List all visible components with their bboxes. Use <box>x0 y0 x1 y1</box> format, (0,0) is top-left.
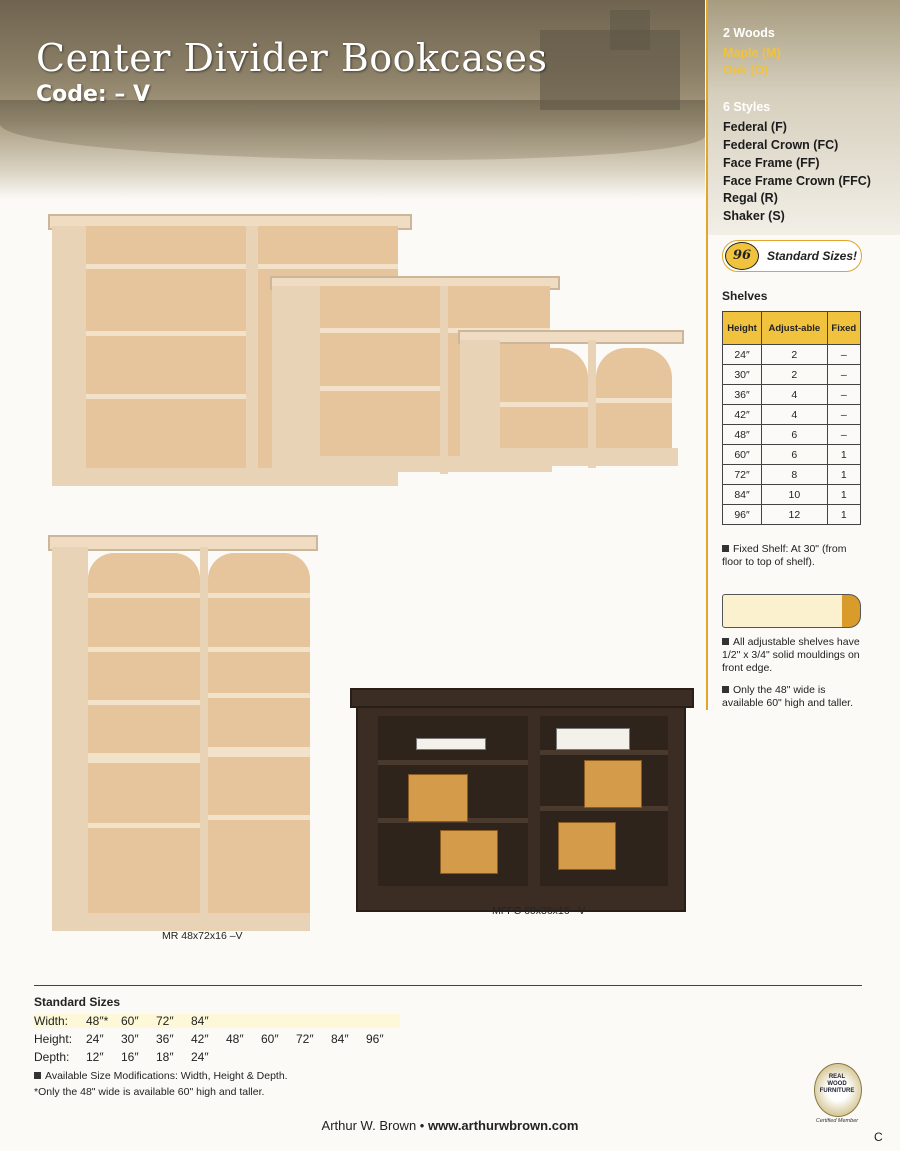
table-cell: 4 <box>762 405 828 425</box>
bullet-icon <box>34 1072 41 1079</box>
width-note <box>722 684 867 710</box>
size-footnote: *Only the 48" wide is available 60" high and taller. <box>34 1086 265 1098</box>
footer <box>0 1118 900 1133</box>
caption-left: MR 48x72x16 –V <box>162 930 243 942</box>
table-row <box>723 345 861 365</box>
size-value: 36″ <box>156 1032 174 1046</box>
logo-line: REAL <box>828 1074 846 1080</box>
note-text: All adjustable shelves have 1/2" x 3/4" solid mouldings on front edge. <box>722 636 860 674</box>
column-header: Height <box>723 312 762 345</box>
table-cell: 36″ <box>723 385 762 405</box>
table-cell: 6 <box>762 445 828 465</box>
table-row <box>723 505 861 525</box>
size-value: 84″ <box>331 1032 349 1046</box>
table-row <box>723 365 861 385</box>
style-item: Shaker (S) <box>723 209 785 223</box>
badge-text: Standard Sizes! <box>767 249 858 263</box>
height-row <box>34 1032 401 1046</box>
logo-member-text: Certified Member <box>815 1118 859 1124</box>
table-cell: 96″ <box>723 505 762 525</box>
bookcase-tall-photo <box>48 535 320 933</box>
width-row <box>34 1014 400 1028</box>
caption-right: MFFC 60x36x16 –V <box>492 905 586 917</box>
bullet-icon <box>722 545 729 552</box>
size-value: 48″ <box>226 1032 244 1046</box>
bullet-icon <box>722 686 729 693</box>
table-cell: 72″ <box>723 465 762 485</box>
style-item: Face Frame Crown (FFC) <box>723 174 871 188</box>
size-value: 60″ <box>261 1032 279 1046</box>
size-value: 24″ <box>86 1032 104 1046</box>
table-row <box>723 485 861 505</box>
woods-heading: 2 Woods <box>723 26 775 40</box>
styles-heading: 6 Styles <box>723 100 771 114</box>
table-cell: – <box>827 345 860 365</box>
banner-tower <box>610 10 650 50</box>
table-row <box>723 445 861 465</box>
note-text: Only the 48" wide is available 60" high and taller. <box>722 684 853 709</box>
table-cell: 4 <box>762 385 828 405</box>
style-item: Federal (F) <box>723 120 787 134</box>
size-value: 24″ <box>191 1050 209 1064</box>
page-title: Center Divider Bookcases <box>36 36 548 80</box>
website-link[interactable]: www.arthurwbrown.com <box>427 1118 579 1133</box>
table-cell: 84″ <box>723 485 762 505</box>
table-cell: 2 <box>762 365 828 385</box>
table-cell: 60″ <box>723 445 762 465</box>
note-text: Fixed Shelf: At 30" (from floor to top of shelf). <box>722 543 847 568</box>
table-cell: – <box>827 425 860 445</box>
table-row <box>723 465 861 485</box>
table-cell: 1 <box>827 465 860 485</box>
logo-line: FURNITURE <box>819 1088 855 1094</box>
row-label: Width: <box>34 1014 69 1028</box>
table-cell: 8 <box>762 465 828 485</box>
depth-row <box>34 1050 226 1064</box>
logo-line: WOOD <box>827 1081 847 1087</box>
style-item: Federal Crown (FC) <box>723 138 839 152</box>
company-name: Arthur W. Brown • <box>321 1118 425 1133</box>
size-value: 16″ <box>121 1050 139 1064</box>
size-value: 48″* <box>86 1014 109 1028</box>
table-cell: 10 <box>762 485 828 505</box>
column-header: Adjust-able <box>762 312 828 345</box>
size-value: 84″ <box>191 1014 209 1028</box>
shelves-heading: Shelves <box>722 289 768 303</box>
size-value: 42″ <box>191 1032 209 1046</box>
size-mods-note <box>34 1070 288 1083</box>
size-value: 60″ <box>121 1014 139 1028</box>
bookcase-small-photo <box>458 330 684 470</box>
moulding-illustration <box>722 594 844 628</box>
table-row <box>723 385 861 405</box>
table-cell: 12 <box>762 505 828 525</box>
size-value: 72″ <box>296 1032 314 1046</box>
table-cell: 48″ <box>723 425 762 445</box>
table-cell: – <box>827 365 860 385</box>
bullet-icon <box>722 638 729 645</box>
wood-item: Maple (M) <box>723 46 781 60</box>
size-value: 12″ <box>86 1050 104 1064</box>
table-cell: – <box>827 385 860 405</box>
standard-sizes-heading: Standard Sizes <box>34 995 121 1009</box>
table-cell: 1 <box>827 445 860 465</box>
style-item: Face Frame (FF) <box>723 156 820 170</box>
table-cell: 2 <box>762 345 828 365</box>
note-text: Available Size Modifications: Width, Height & Depth. <box>45 1070 288 1082</box>
logo-text <box>812 1074 862 1095</box>
style-item: Regal (R) <box>723 191 778 205</box>
table-cell: 42″ <box>723 405 762 425</box>
wood-item: Oak (O) <box>723 63 769 77</box>
size-value: 96″ <box>366 1032 384 1046</box>
table-row <box>723 405 861 425</box>
page-letter: C <box>874 1130 883 1144</box>
table-row <box>723 425 861 445</box>
moulding-edge <box>842 594 861 628</box>
badge-number: 96 <box>725 242 759 270</box>
fixed-shelf-note <box>722 543 862 569</box>
table-cell: – <box>827 405 860 425</box>
table-cell: 30″ <box>723 365 762 385</box>
table-cell: 1 <box>827 505 860 525</box>
column-header: Fixed <box>827 312 860 345</box>
section-divider <box>34 985 862 986</box>
table-cell: 6 <box>762 425 828 445</box>
table-cell: 1 <box>827 485 860 505</box>
table-cell: 24″ <box>723 345 762 365</box>
moulding-note <box>722 636 867 675</box>
size-value: 72″ <box>156 1014 174 1028</box>
product-code: Code: – V <box>36 82 151 107</box>
row-label: Height: <box>34 1032 73 1046</box>
sidebar-divider <box>706 0 708 710</box>
size-value: 18″ <box>156 1050 174 1064</box>
size-value: 30″ <box>121 1032 139 1046</box>
shelves-table <box>722 311 861 525</box>
bookcase-dark-photo <box>350 688 694 912</box>
row-label: Depth: <box>34 1050 70 1064</box>
